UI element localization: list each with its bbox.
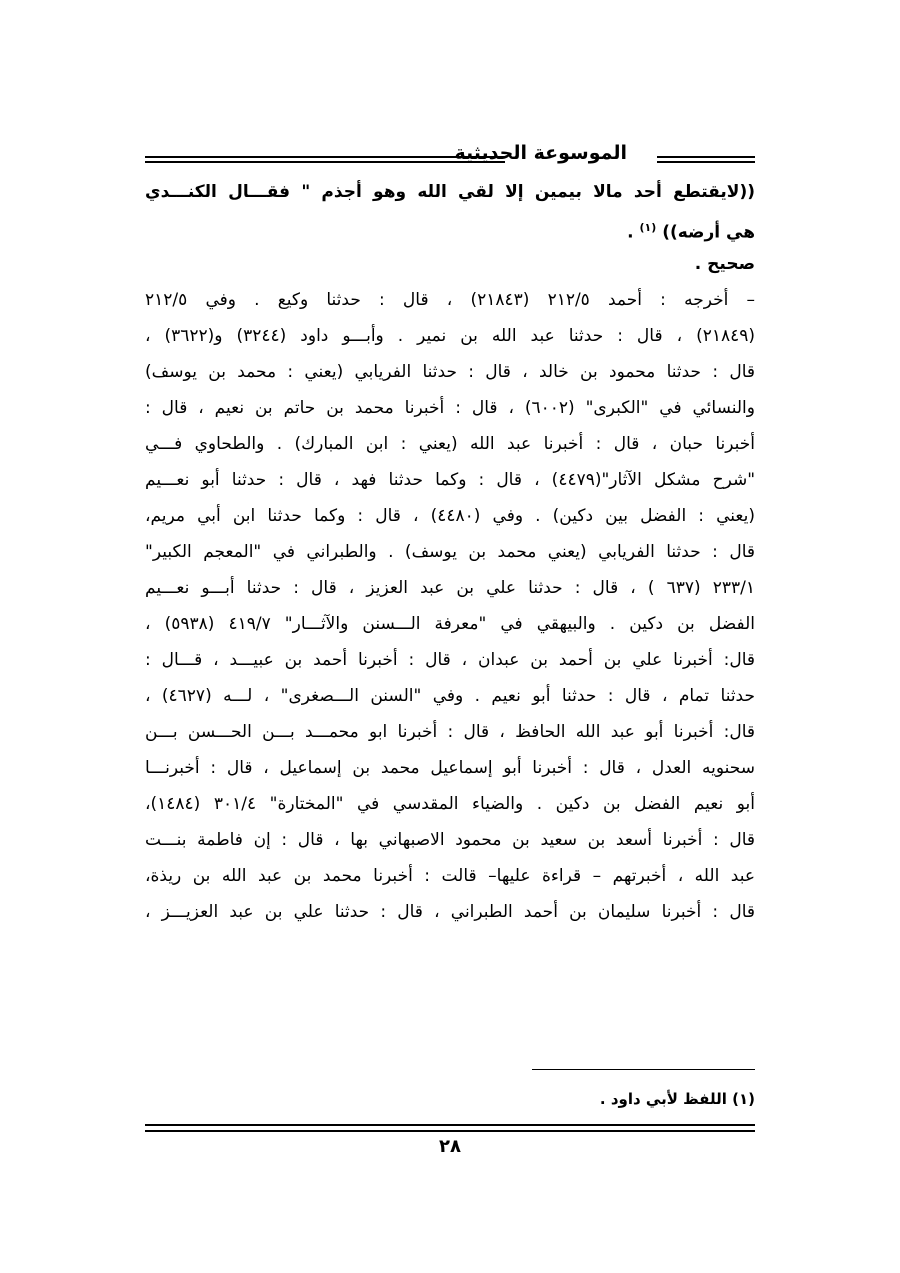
text-line-8: أخبرنا حبان ، قال : أخبرنا عبد الله (يعني : ابن المبارك) . والطحاوي فـــي [145, 434, 755, 454]
text-line-12: ٢٣٣/١ (٦٣٧ ) ، قال : حدثنا علي بن عبد العزيز ، قال : حدثنا أبـــو نعـــيم [145, 578, 755, 598]
text-line-10: (يعني : الفضل بين دكين) . وفي (٤٤٨٠) ، قال : وكما حدثنا ابن أبي مريم، [145, 506, 755, 526]
text-line-18: أبو نعيم الفضل بن دكين . والضياء المقدسي في "المختارة" ٣٠١/٤ (١٤٨٤)، [145, 794, 755, 814]
text-line-13: الفضل بن دكين . والبيهقي في "معرفة الـــسنن والآثـــار" ٤١٩/٧ (٥٩٣٨) ، [145, 614, 755, 634]
footnote-marker: (١) [732, 1090, 755, 1108]
footnote-ref: (١) [639, 221, 657, 234]
text-line-5: (٢١٨٤٩) ، قال : حدثنا عبد الله بن نمير . وأبـــو داود (٣٢٤٤) و(٣٦٢٢) ، [145, 326, 755, 346]
text-line-20: عبد الله ، أخبرتهم – قراءة عليها– قالت : أخبرنا محمد بن عبد الله بن ريذة، [145, 866, 755, 886]
text-line-4: – أخرجه : أحمد ٢١٢/٥ (٢١٨٤٣) ، قال : حدثنا وكيع . وفي ٢١٢/٥ [145, 290, 755, 310]
text-line-19: قال : أخبرنا أسعد بن سعيد بن محمود الاصبهاني بها ، قال : إن فاطمة بنـــت [145, 830, 755, 850]
text-line-11: قال : حدثنا الفريابي (يعني محمد بن يوسف) . والطبراني في "المعجم الكبير" [145, 542, 755, 562]
text-line-6: قال : حدثنا محمود بن خالد ، قال : حدثنا الفريابي (يعني : محمد بن يوسف) [145, 362, 755, 382]
footnote-text: اللفظ لأبي داود . [599, 1090, 727, 1108]
text-line-14: قال: أخبرنا علي بن أحمد بن عبدان ، قال : أخبرنا أحمد بن عبيـــد ، قـــال : [145, 650, 755, 670]
footer-rule [145, 1124, 755, 1126]
text-line-15: حدثنا تمام ، قال : حدثنا أبو نعيم . وفي "السنن الـــصغرى" ، لـــه (٤٦٢٧) ، [145, 686, 755, 706]
text-line-2-tail: . [627, 222, 640, 243]
text-line-9: "شرح مشكل الآثار"(٤٤٧٩) ، قال : وكما حدثنا فهد ، قال : حدثنا أبو نعـــيم [145, 470, 755, 490]
header-title: الموسوعة الحديثية [454, 142, 627, 164]
text-line-7: والنسائي في "الكبرى" (٦٠٠٢) ، قال : أخبرنا محمد بن حاتم بن نعيم ، قال : [145, 398, 755, 418]
header-rule-right [657, 156, 755, 158]
header-rule-left [145, 156, 505, 158]
footnote [600, 1090, 755, 1108]
text-line-17: سحنويه العدل ، قال : أخبرنا أبو إسماعيل محمد بن إسماعيل ، قال : أخبرنـــا [145, 758, 755, 778]
verdict-line: صحيح . [694, 254, 755, 274]
text-line-2-main: هي أرضه)) [656, 222, 755, 243]
text-line-2 [145, 210, 755, 246]
running-header [145, 140, 755, 174]
text-line-1: ((لايقتطع أحد مالا بيمين إلا لقي الله وهو أجذم " فقـــال الكنـــدي [145, 182, 755, 202]
text-line-21: قال : أخبرنا سليمان بن أحمد الطبراني ، قال : حدثنا علي بن عبد العزيـــز ، [145, 902, 755, 922]
text-line-16: قال: أخبرنا أبو عبد الله الحافظ ، قال : أخبرنا ابو محمـــد بـــن الحـــسن بـــن [145, 722, 755, 742]
footnote-separator [532, 1069, 755, 1070]
body-text [145, 174, 755, 930]
page-number: ٢٨ [439, 1136, 461, 1157]
